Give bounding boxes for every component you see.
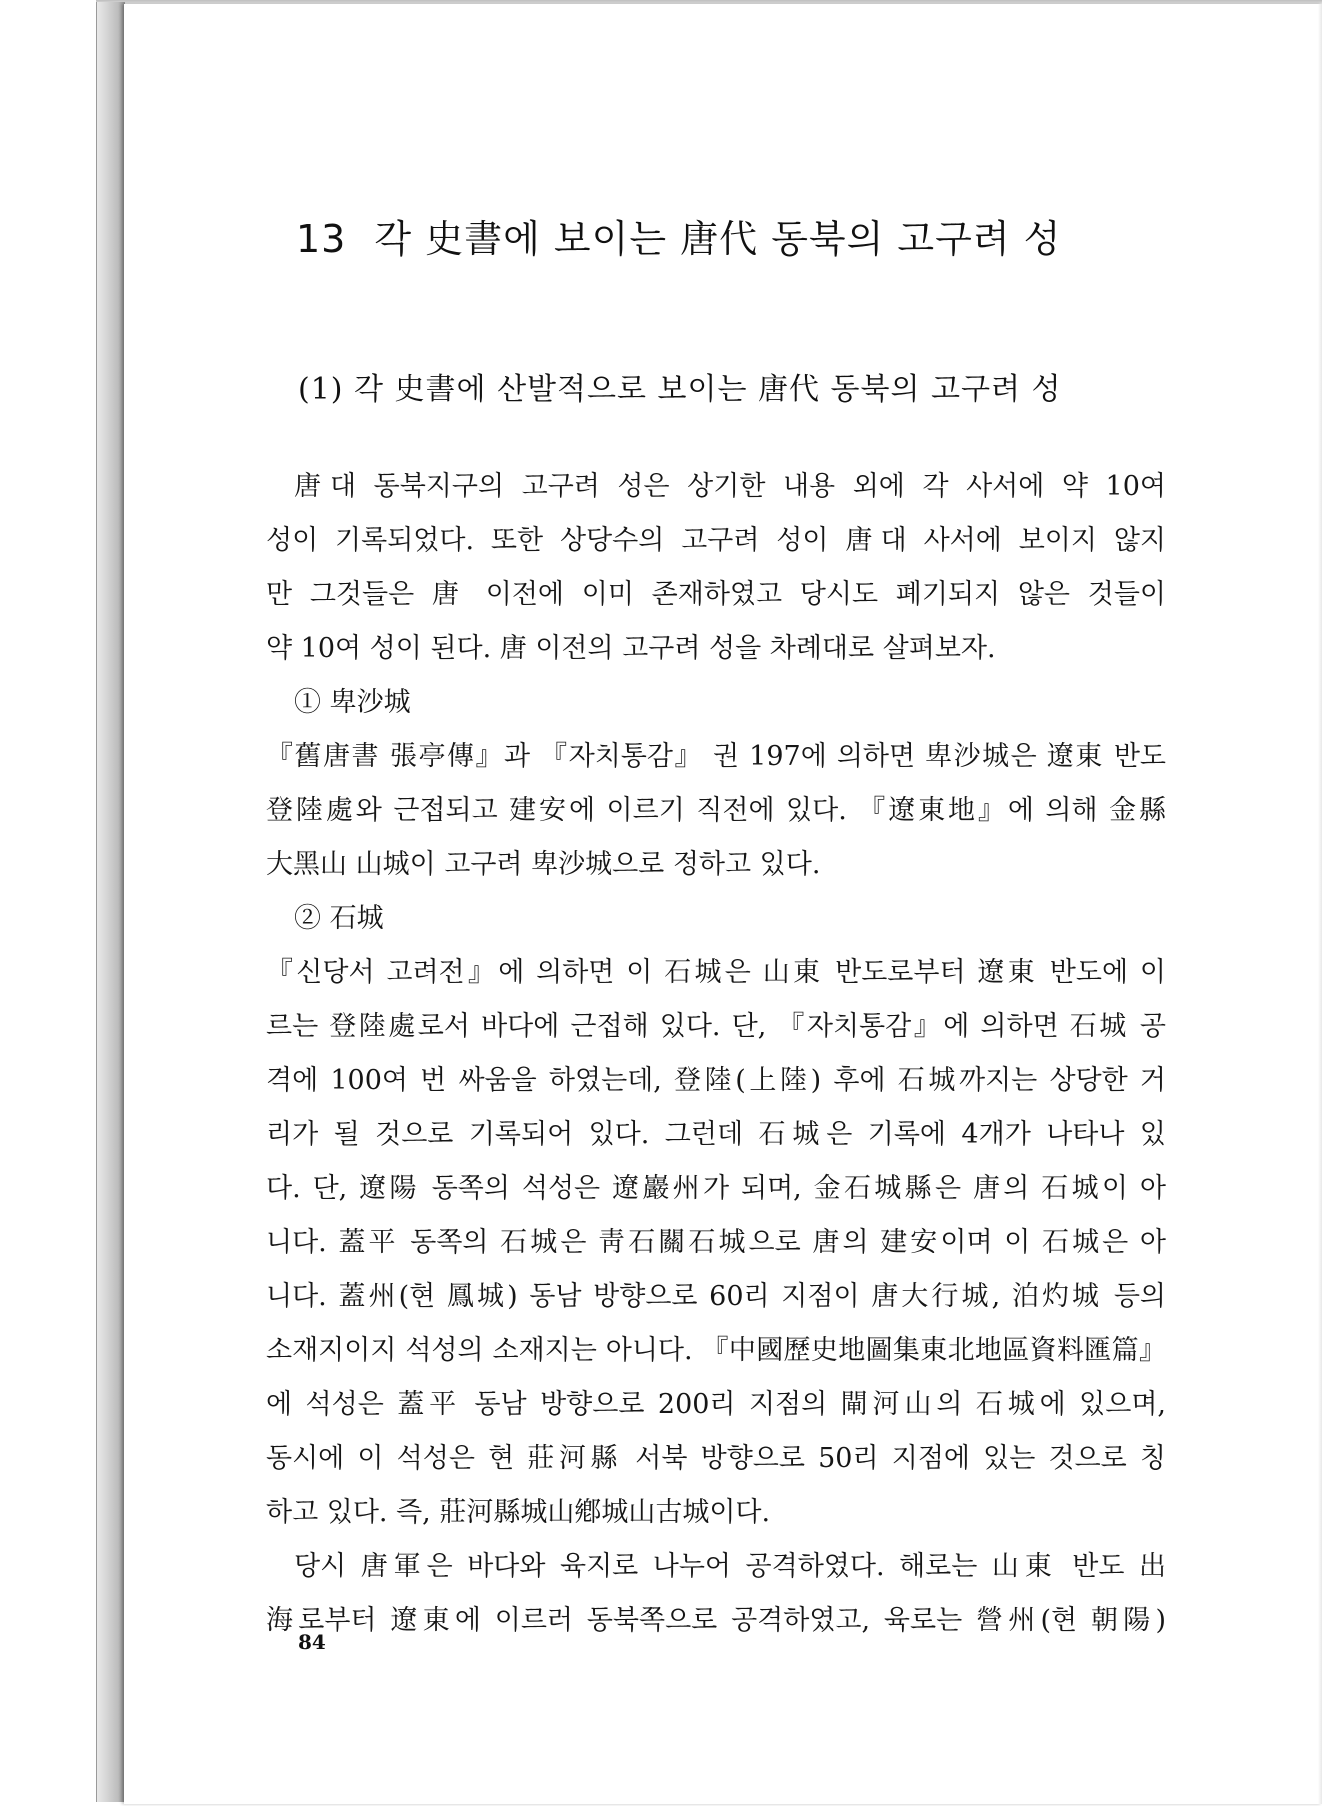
text-line: 격에 100여 번 싸움을 하였는데, 登陸(上陸) 후에 石城까지는 상당한 거	[266, 1065, 1166, 1096]
text-line: 『신당서 고려전』에 의하면 이 石城은 山東 반도로부터 遼東 반도에 이	[266, 957, 1166, 988]
text-line: 소재지이지 석성의 소재지는 아니다. 『中國歷史地圖集東北地區資料匯篇』	[266, 1335, 1166, 1366]
text-line: 大黑山 山城이 고구려 卑沙城으로 정하고 있다.	[266, 849, 821, 880]
text-line: 『舊唐書 張亭傳』과 『자치통감』 권 197에 의하면 卑沙城은 遼東 반도	[266, 741, 1166, 772]
page-right-shade	[1318, 4, 1322, 1804]
body-text	[266, 460, 1166, 1648]
text-line: 海로부터 遼東에 이르러 동북쪽으로 공격하였고, 육로는 營州(현 朝陽)	[266, 1605, 1166, 1636]
text-line: 하고 있다. 즉, 莊河縣城山鄕城山古城이다.	[266, 1497, 771, 1528]
text-line: 에 석성은 蓋平 동남 방향으로 200리 지점의 閘河山의 石城에 있으며,	[266, 1389, 1166, 1420]
text-line: 동시에 이 석성은 현 莊河縣 서북 방향으로 50리 지점에 있는 것으로 칭	[266, 1443, 1166, 1474]
item-heading: ② 石城	[294, 903, 384, 934]
chapter-title-text: 각 史書에 보이는 唐代 동북의 고구려 성	[374, 217, 1062, 261]
text-line: 르는 登陸處로서 바다에 근접해 있다. 단, 『자치통감』에 의하면 石城 공	[266, 1011, 1166, 1042]
text-line: 약 10여 성이 된다. 唐 이전의 고구려 성을 차례대로 살펴보자.	[266, 633, 996, 664]
chapter-title	[296, 208, 1061, 263]
text-line: 성이 기록되었다. 또한 상당수의 고구려 성이 唐대 사서에 보이지 않지	[266, 525, 1166, 556]
text-line: 만 그것들은 唐 이전에 이미 존재하였고 당시도 폐기되지 않은 것들이	[266, 579, 1166, 610]
page-number: 84	[298, 1630, 326, 1654]
chapter-number: 13	[296, 217, 347, 261]
item-heading: ① 卑沙城	[294, 687, 411, 718]
text-line: 니다. 蓋州(현 鳳城) 동남 방향으로 60리 지점이 唐大行城, 泊灼城 등의	[266, 1281, 1166, 1312]
text-line: 당시 唐軍은 바다와 육지로 나누어 공격하였다. 해로는 山東 반도 出	[294, 1551, 1166, 1582]
text-line: 리가 될 것으로 기록되어 있다. 그런데 石城은 기록에 4개가 나타나 있	[266, 1119, 1166, 1150]
section-title: (1) 각 史書에 산발적으로 보이는 唐代 동북의 고구려 성	[298, 372, 1062, 407]
text-line: 登陸處와 근접되고 建安에 이르기 직전에 있다. 『遼東地』에 의해 金縣	[266, 795, 1166, 826]
text-line: 唐대 동북지구의 고구려 성은 상기한 내용 외에 각 사서에 약 10여	[294, 471, 1166, 502]
text-line: 니다. 蓋平 동쪽의 石城은 靑石關石城으로 唐의 建安이며 이 石城은 아	[266, 1227, 1166, 1258]
book-page-edges	[96, 2, 125, 1802]
text-line: 다. 단, 遼陽 동쪽의 석성은 遼巖州가 되며, 金石城縣은 唐의 石城이 아	[266, 1173, 1166, 1204]
